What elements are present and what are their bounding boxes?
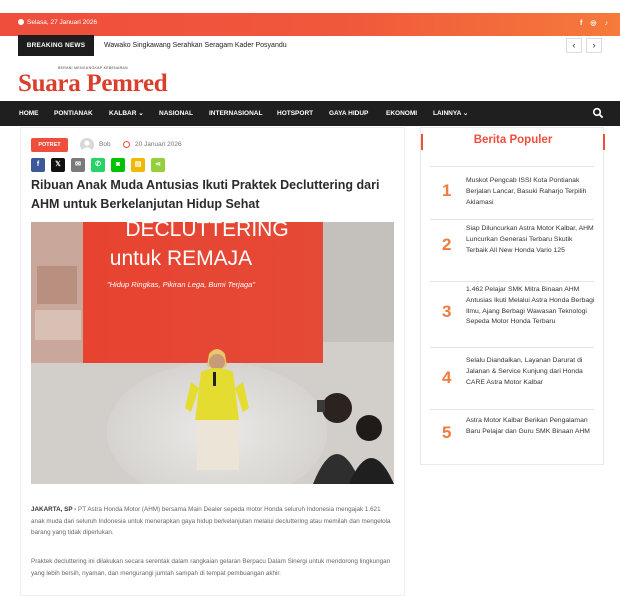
breaking-news-bar xyxy=(18,35,604,56)
current-date xyxy=(18,19,97,26)
screen-text-2: untuk REMAJA xyxy=(109,247,253,270)
whatsapp-share-icon[interactable]: ✆ xyxy=(91,158,105,172)
clock-icon xyxy=(18,19,24,25)
user-icon xyxy=(80,138,94,152)
search-icon[interactable] xyxy=(592,107,604,119)
popular-title[interactable]: Selalu Diandalkan, Layanan Darurat di Jalanan & Service Kunjung dari Honda CARE Astra Motor Kalbar xyxy=(466,357,583,386)
nav-internasional[interactable]: INTERNASIONAL xyxy=(209,110,263,117)
share-icon[interactable]: ⋖ xyxy=(151,158,165,172)
facebook-icon[interactable]: f xyxy=(580,20,583,27)
popular-rank: 2 xyxy=(442,235,452,254)
popular-rank: 1 xyxy=(442,181,452,200)
sms-share-icon[interactable]: ▤ xyxy=(131,158,145,172)
popular-title[interactable]: Astra Motor Kalbar Berikan Pengalaman Baru Pelajar dan Guru SMK Binaan AHM xyxy=(466,417,590,435)
clock-icon xyxy=(123,141,130,148)
popular-item-5[interactable] xyxy=(430,409,594,454)
paragraph-1 xyxy=(31,504,394,539)
publish-date: 20 Januari 2026 xyxy=(135,141,182,148)
widget-header xyxy=(421,128,605,158)
popular-item-1[interactable] xyxy=(430,166,594,211)
popular-rank: 5 xyxy=(442,423,452,442)
facebook-share-icon[interactable]: f xyxy=(31,158,45,172)
nav-home[interactable]: HOME xyxy=(19,110,39,117)
popular-title[interactable]: 1.462 Pelajar SMK Mitra Binaan AHM Antusias Ikuti Melalui Astra Honda Berbagi Ilmu, Ajang Berbagi Wawasan Teknologi Sepeda Motor Honda Terbaru xyxy=(466,286,595,326)
article-title: Ribuan Anak Muda Antusias Ikuti Praktek Decluttering dari AHM untuk Berkelanjutan Hidup Sehat xyxy=(31,178,380,211)
popular-news-widget xyxy=(420,127,604,465)
x-share-icon[interactable]: 𝕏 xyxy=(51,158,65,172)
nav-ekonomi[interactable]: EKONOMI xyxy=(386,110,418,117)
stage-photo xyxy=(31,222,394,484)
nav-nasional[interactable]: NASIONAL xyxy=(159,110,193,117)
line-share-icon[interactable]: ◙ xyxy=(111,158,125,172)
top-bar xyxy=(0,13,620,36)
paragraph-1-text: PT Astra Honda Motor (AHM) bersama Main Dealer sepeda motor Honda seluruh Indonesia mengajak 1.621 anak muda dari seluruh Indonesia untuk menerapkan gaya hidup berkelanjutan melalui decluttering atau memilah dan mengelola barang yang tidak diperlukan. xyxy=(31,506,391,536)
article xyxy=(20,127,405,596)
popular-rank: 4 xyxy=(442,368,452,387)
tiktok-icon[interactable]: ♪ xyxy=(604,20,608,27)
nav-gaya-hidup[interactable]: GAYA HIDUP xyxy=(329,110,369,117)
popular-title[interactable]: Muskot Pengcab ISSI Kota Pontianak Berjalan Lancar, Basuki Raharjo Terpilih Aklamasi xyxy=(466,177,587,206)
nav-hotsport[interactable]: HOTSPORT xyxy=(277,110,314,117)
article-photo xyxy=(31,222,394,484)
dateline: JAKARTA, SP - xyxy=(31,506,77,513)
popular-item-3[interactable] xyxy=(430,281,594,347)
current-date-text: Selasa, 27 Januari 2026 xyxy=(27,19,98,26)
main-navigation xyxy=(0,101,620,126)
instagram-icon[interactable]: ◎ xyxy=(590,20,597,27)
author-name[interactable]: Bob xyxy=(99,141,111,148)
popular-item-4[interactable] xyxy=(430,347,594,408)
nav-pontianak[interactable]: PONTIANAK xyxy=(54,110,93,117)
screen-text-1: DECLUTTERING xyxy=(125,222,289,241)
popular-rank: 3 xyxy=(442,302,452,321)
logo-tagline: BERANI MENGUNGKAP KEBENARAN xyxy=(58,66,128,70)
author-avatar xyxy=(80,138,94,152)
ticker-next-button[interactable]: › xyxy=(586,38,602,53)
breaking-news-headline[interactable]: Wawako Singkawang Serahkan Seragam Kader Posyandu xyxy=(104,42,287,49)
logo-name: Suara Pemred xyxy=(18,70,168,97)
email-share-icon[interactable]: ✉ xyxy=(71,158,85,172)
ticker-prev-button[interactable]: ‹ xyxy=(566,38,582,53)
nav-lainnya[interactable]: LAINNYA ⌄ xyxy=(433,110,469,117)
nav-kalbar[interactable]: KALBAR ⌄ xyxy=(109,110,144,117)
popular-title[interactable]: Siap Diluncurkan Astra Motor Kalbar, AHM Luncurkan Generasi Terbaru Skutik Terbaik All New Honda Vario 125 xyxy=(466,225,594,254)
breaking-news-label: BREAKING NEWS xyxy=(18,35,94,56)
header-accent xyxy=(603,134,605,150)
social-links xyxy=(572,19,608,27)
screen-text-3: "Hidup Ringkas, Pikiran Lega, Bumi Terjaga" xyxy=(106,280,256,289)
popular-item-2[interactable] xyxy=(430,219,594,278)
widget-title: Berita Populer xyxy=(473,134,553,146)
paragraph-2: Praktek decluttering ini dilakukan secara serentak dalam rangkaian gelaran Berpacu Dalam Sinergi untuk mendorong lingkungan yang lebih bersih, nyaman, dan mengurangi jumlah sampah di tempat pembuangan akhir. xyxy=(31,558,391,577)
category-badge[interactable]: POTRET xyxy=(31,138,68,152)
